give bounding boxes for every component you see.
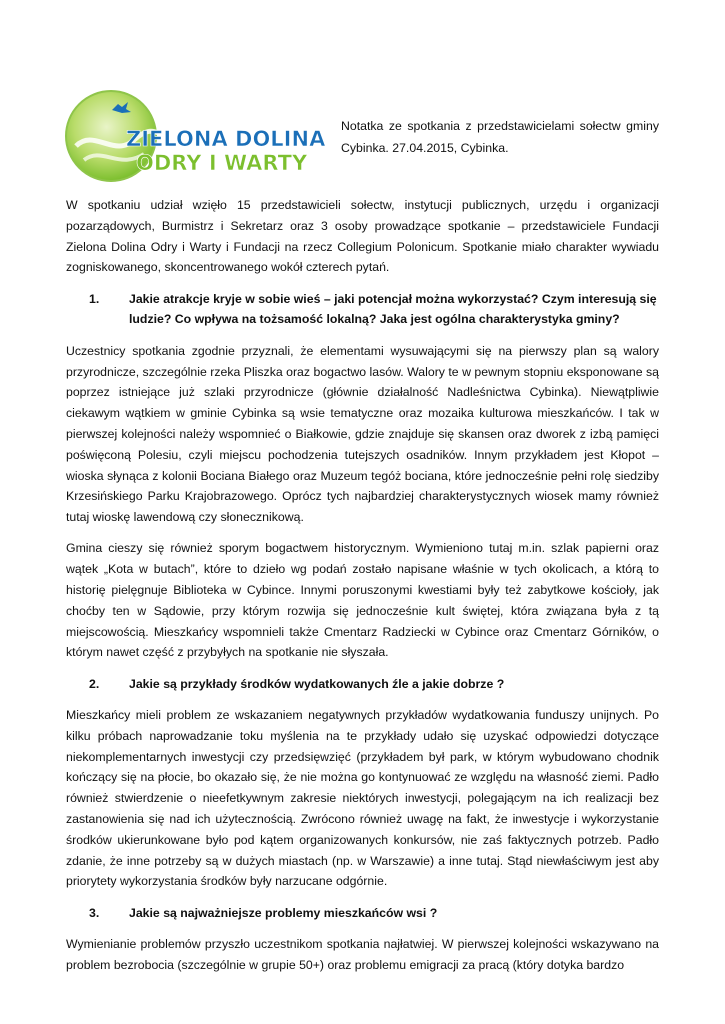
question-3 <box>66 903 659 924</box>
logo-line2: ODRY I WARTY <box>136 151 308 175</box>
question-2 <box>66 674 659 695</box>
question-number: 2. <box>89 676 100 691</box>
zielona-dolina-logo <box>64 88 334 184</box>
document-body <box>66 195 659 986</box>
answer-paragraph: Uczestnicy spotkania zgodnie przyznali, że elementami wysuwającymi się na pierwszy plan są walory przyrodnicze, szczególnie rzeka Pliszka oraz bogactwo lasów. Walory te w pewnym stopniu eksponowane są poprzez istniejące już szlaki przyrodnicze (głównie działalność Nadleśnictwa Cybinka). Niewątpliwie ciekawym wątkiem w gminie Cybinka są wsie tematyczne oraz mozaika kulturowa mieszkańców. I tak w pierwszej kolejności należy wspomnieć o Białkowie, gdzie znajduje się skansen oraz dworek z izbą pamięci poświęconą Polesiu, czyli miejscu pochodzenia tutejszych osadników. Innym przykładem jest Kłopot – wioska słynąca z kolonii Bociana Białego oraz Muzeum tegóż bociana, które jednocześnie pełni rolę siedziby Krzesińskiego Parku Krajobrazowego. Oprócz tych najbardziej charakterystycznych wiosek mamy również tutaj wioskę lawendową czy słonecznikową. <box>66 343 659 525</box>
question-1 <box>66 289 659 331</box>
question-text: Jakie są przykłady środków wydatkowanych źle a jakie dobrze ? <box>129 676 505 691</box>
question-text: Jakie atrakcje kryje w sobie wieś – jaki potencjał można wykorzystać? Czym interesują się ludzie? Co wpływa na tożsamość lokalną? Jaka jest ogólna charakterystyka gminy? <box>129 291 657 327</box>
question-text: Jakie są najważniejsze problemy mieszkańców wsi ? <box>129 905 438 920</box>
answer-paragraph: Wymienianie problemów przyszło uczestnikom spotkania najłatwiej. W pierwszej kolejności wskazywano na problem bezrobocia (szczególnie w grupie 50+) oraz problemu emigracji za pracą (który dotyka bardzo <box>66 937 659 972</box>
question-number: 1. <box>89 291 100 306</box>
intro-paragraph: W spotkaniu udział wzięło 15 przedstawicieli sołectw, instytucji publicznych, urzędu i organizacji pozarządowych, Burmistrz i Sekretarz oraz 3 osoby prowadzące spotkanie – przedstawiciele Fundacji Zielona Dolina Odry i Warty i Fundacji na rzecz Collegium Polonicum. Spotkanie miało charakter wywiadu zogniskowanego, skoncentrowanego wokół czterech pytań. <box>66 198 659 275</box>
answer-paragraph: Gmina cieszy się również sporym bogactwem historycznym. Wymieniono tutaj m.in. szlak papierni oraz wątek „Kota w butach”, które to dzieło wg podań zostało napisane właśnie w tych okolicach, a którą to historię pielęgnuje Biblioteka w Cybince. Innymi poruszonymi kwestiami były też zabytkowe kościoły, jak choćby ten w Sądowie, przy którym rozwija się jednocześnie kult świętej, która związana była z tą miejscowością. Mieszkańcy wspomnieli także Cmentarz Radziecki w Cybince oraz Cmentarz Górników, o którym nawet część z przybyłych na spotkanie nie słyszała. <box>66 541 659 660</box>
answer-paragraph: Mieszkańcy mieli problem ze wskazaniem negatywnych przykładów wydatkowania funduszy unijnych. Po kilku próbach naprowadzanie toku myślenia na te przykłady udało się uzyskać odpowiedzi dotyczące niekomplementarnych inwestycji czy przedsięwzięć (przykładem był park, w którym wybudowano chodnik kończący się na płocie, bo okazało się, że nie można go kontynuować ze względu na własność ziemi. Padło również stwierdzenie o nieefetkywnym zakresie niektórych inwestycji, polegającym na ich realizacji bez zastanowienia się nad ich użytecznością. Zwrócono również uwagę na fakt, że inwestycje i wykorzystanie środków ukierunkowane było pod kątem organizowanych konkursów, nie zaś faktycznych potrzeb. Padło zdanie, że inne potrzeby są w dużych miastach (np. w Warszawie) a inne tutaj. Stąd niewłaściwym jest aby priorytety wykorzystania środków były narzucane odgórnie. <box>66 708 659 889</box>
logo-line1: ZIELONA DOLINA <box>126 127 326 151</box>
question-number: 3. <box>89 905 100 920</box>
header-note: Notatka ze spotkania z przedstawicielami sołectw gminy Cybinka. 27.04.2015, Cybinka. <box>341 119 659 155</box>
